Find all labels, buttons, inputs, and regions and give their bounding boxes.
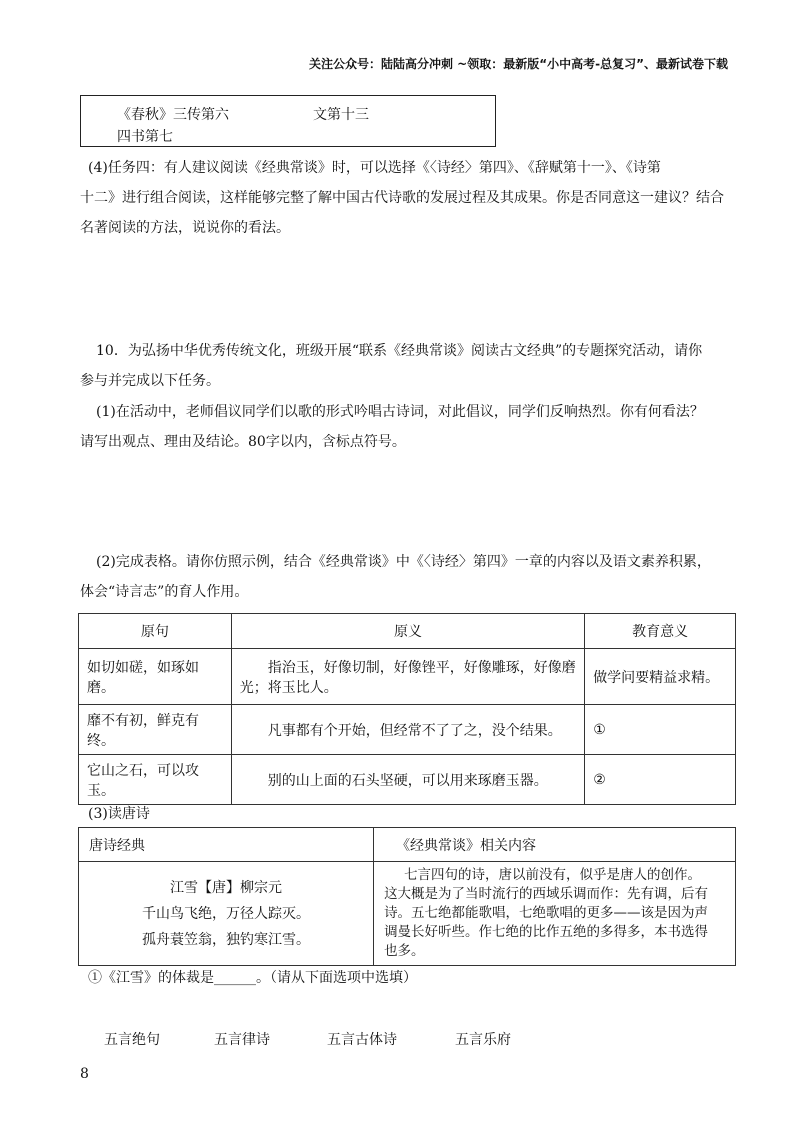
- text-line: 10．为弘扬中华优秀传统文化，班级开展“联系《经典常谈》阅读古文经典”的专题探究活动，请你: [96, 343, 703, 359]
- chapter-item: 四书第七: [117, 129, 173, 145]
- option-item: 五言乐府: [455, 1032, 511, 1048]
- option-item: 五言绝句: [104, 1032, 160, 1048]
- chapter-list-box: [80, 95, 496, 147]
- question-10-2: [80, 547, 711, 607]
- table-cell: 凡事都有个开始，但经常不了了之，没个结果。: [231, 705, 584, 755]
- table-header: 原句: [79, 614, 232, 649]
- text-line: 诗。五七绝都能歌唱，七绝歌唱的更多——该是因为声: [384, 905, 709, 921]
- table-header: 唐诗经典: [79, 828, 374, 862]
- table-header: 原义: [231, 614, 584, 649]
- table-row: [79, 862, 736, 966]
- text-line: 体会“诗言志”的育人作用。: [80, 584, 249, 600]
- text-line: 参与并完成以下任务。: [80, 373, 220, 389]
- option-item: 五言古体诗: [327, 1032, 397, 1048]
- table-cell: 如切如磋，如琢如磨。: [79, 649, 232, 705]
- chapter-item: 文第十三: [313, 107, 369, 123]
- table-header: 教育意义: [585, 614, 736, 649]
- poem-line: 千山鸟飞绝，万径人踪灭。: [142, 905, 311, 922]
- text-line: 名著阅读的方法，说说你的看法。: [80, 220, 290, 236]
- text-line: 十二》进行组合阅读，这样能够完整了解中国古代诗歌的发展过程及其成果。你是否同意这一建议？结合: [80, 190, 724, 206]
- table-cell: 做学问要精益求精。: [585, 649, 736, 705]
- page-header: 关注公众号：陆陆高分冲刺 ~领取：最新版“小中高考-总复习”、最新试卷下载: [309, 57, 728, 71]
- text-line: (2)完成表格。请你仿照示例，结合《经典常谈》中《〈诗经〉第四》一章的内容以及语文素养积累，: [96, 554, 711, 570]
- option-item: 五言律诗: [214, 1032, 270, 1048]
- answer-blank-1: ①: [585, 705, 736, 755]
- text-line: (4)任务四：有人建议阅读《经典常谈》时，可以选择《〈诗经〉第四》、《辞赋第十一》、《诗第: [88, 160, 661, 176]
- table-row: [79, 705, 736, 755]
- question-9-4: [80, 153, 724, 243]
- table-row: [79, 755, 736, 805]
- chapter-item: 《春秋》三传第六: [117, 107, 229, 123]
- text-line: 请写出观点、理由及结论。80字以内，含标点符号。: [80, 434, 406, 450]
- tang-poem-table: [78, 827, 736, 966]
- question-10-intro: [80, 336, 702, 396]
- poem-line: 孤舟蓑笠翁，独钓寒江雪。: [142, 931, 311, 948]
- question-10-3-1: ①《江雪》的体裁是______。（请从下面选项中选填）: [88, 970, 417, 986]
- page-number: 8: [80, 1066, 89, 1082]
- table-cell: 别的山上面的石头坚硬，可以用来琢磨玉器。: [231, 755, 584, 805]
- table-header-row: [79, 828, 736, 862]
- answer-blank-2: ②: [585, 755, 736, 805]
- table-row: [79, 649, 736, 705]
- table-header-row: [79, 614, 736, 649]
- poem-cell: [79, 862, 374, 966]
- poem-title: 江雪【唐】柳宗元: [170, 879, 283, 896]
- table-cell: 它山之石，可以攻玉。: [79, 755, 232, 805]
- text-line: 这大概是为了当时流行的西域乐调而作：先有调，后有: [384, 886, 709, 902]
- table-cell: 靡不有初，鲜克有终。: [79, 705, 232, 755]
- related-content-cell: [374, 862, 736, 966]
- text-line: 调曼长好听些。作七绝的比作五绝的多得多，本书选得: [384, 924, 709, 940]
- text-line: 也多。: [384, 943, 425, 959]
- shijing-table: [78, 613, 736, 805]
- table-cell: 指治玉，好像切制，好像锉平，好像雕琢，好像磨光；将玉比人。: [231, 649, 584, 705]
- text-line: (1)在活动中，老师倡议同学们以歌的形式吟唱古诗词，对此倡议，同学们反响热烈。你有何看法？: [96, 404, 704, 420]
- text-line: 七言四句的诗，唐以前没有，似乎是唐人的创作。: [404, 867, 702, 883]
- question-10-3-label: (3)读唐诗: [88, 806, 150, 822]
- table-header: 《经典常谈》相关内容: [374, 828, 736, 862]
- question-10-1: [80, 397, 704, 457]
